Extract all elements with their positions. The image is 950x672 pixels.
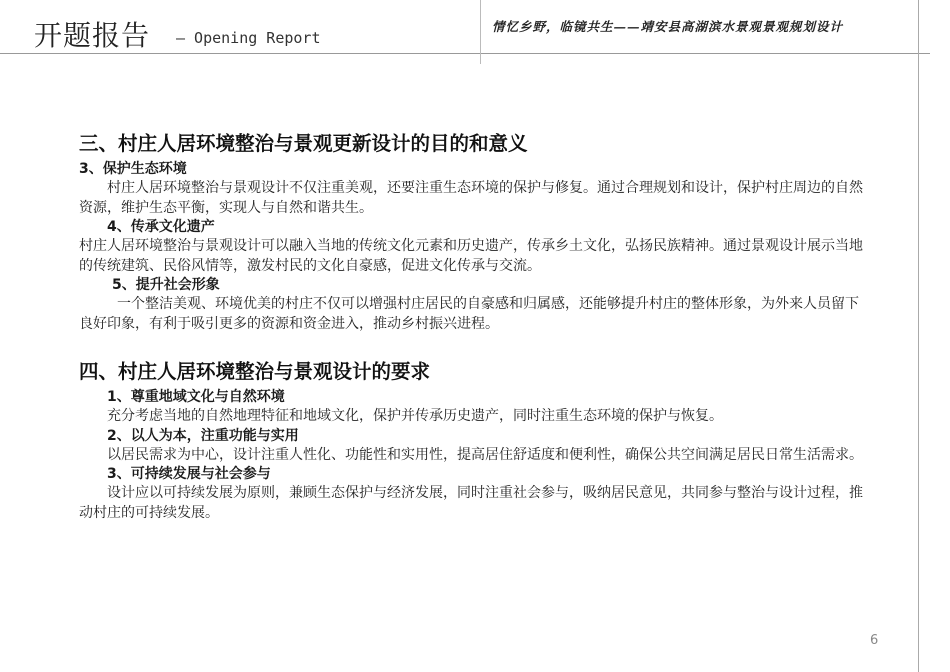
section-4-item-3-text: 设计应以可持续发展为原则，兼顾生态保护与经济发展，同时注重社会参与，吸纳居民意见，共同参与整治与设计过程，推动村庄的可持续发展。 xyxy=(79,485,863,521)
project-title: 情忆乡野，临镜共生——靖安县高湖滨水景观景观规划设计 xyxy=(492,19,844,34)
section-4-title: 四、村庄人居环境整治与景观设计的要求 xyxy=(79,360,431,383)
slide-header xyxy=(0,0,950,64)
right-margin-line xyxy=(918,0,919,672)
page-number: 6 xyxy=(870,633,879,648)
section-3-item-1-text: 村庄人居环境整治与景观设计不仅注重美观，还要注重生态环境的保护与修复。通过合理规划和设计，保护村庄周边的自然资源，维护生态平衡，实现人与自然和谐共生。 xyxy=(79,180,863,216)
section-4-item-1-text: 充分考虑当地的自然地理特征和地域文化，保护并传承历史遗产，同时注重生态环境的保护与恢复。 xyxy=(107,408,723,424)
section-3-item-2-text: 村庄人居环境整治与景观设计可以融入当地的传统文化元素和历史遗产，传承乡土文化，弘扬民族精神。通过景观设计展示当地的传统建筑、民俗风情等，激发村民的文化自豪感，促进文化传承与交流。 xyxy=(79,238,863,274)
section-3-item-2-heading: 4、传承文化遗产 xyxy=(107,219,215,235)
section-4-item-2-text: 以居民需求为中心，设计注重人性化、功能性和实用性，提高居住舒适度和便利性，确保公共空间满足居民日常生活需求。 xyxy=(107,446,863,463)
section-3-title: 三、村庄人居环境整治与景观更新设计的目的和意义 xyxy=(79,132,528,155)
header-title: 开题报告 xyxy=(34,19,151,52)
section-3-item-3-heading: 5、提升社会形象 xyxy=(112,277,220,293)
section-4-item-3-heading: 3、可持续发展与社会参与 xyxy=(107,466,271,482)
header-divider xyxy=(0,53,930,54)
header-subtitle: — Opening Report xyxy=(176,29,321,47)
section-4-item-2-heading: 2、以人为本，注重功能与实用 xyxy=(107,427,299,444)
header-vertical-divider xyxy=(480,0,481,64)
slide-content xyxy=(79,128,869,523)
section-4-item-1-heading: 1、尊重地域文化与自然环境 xyxy=(107,389,285,405)
section-3-item-1-heading: 3、保护生态环境 xyxy=(79,161,187,177)
section-3-item-3-text: 一个整洁美观、环境优美的村庄不仅可以增强村庄居民的自豪感和归属感，还能够提升村庄的整体形象，为外来人员留下良好印象，有利于吸引更多的资源和资金进入，推动乡村振兴进程。 xyxy=(79,296,859,332)
